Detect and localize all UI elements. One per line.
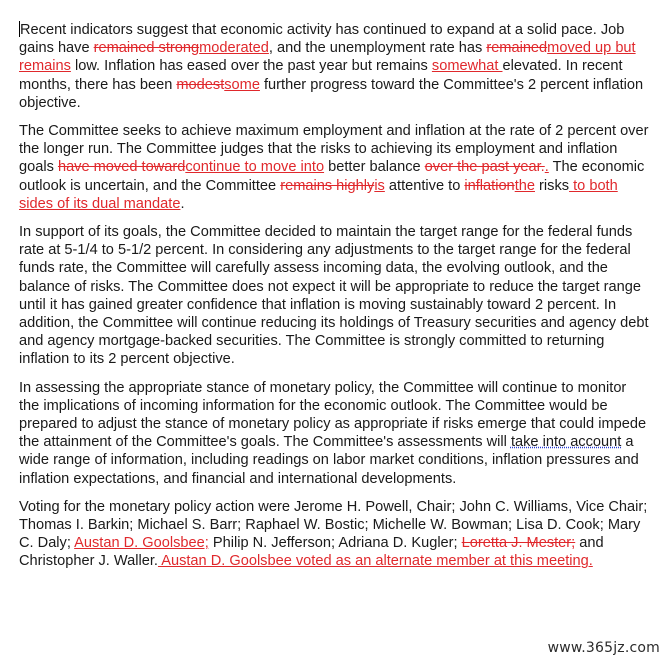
- inserted-text: Austan D. Goolsbee;: [74, 535, 209, 552]
- text-run: further progress toward the Committee's 2 percent inflation objective.: [19, 76, 644, 111]
- deleted-text: remained: [486, 40, 548, 57]
- text-run: The economic outlook is uncertain, and the Committee: [19, 159, 645, 194]
- paragraph: [19, 498, 649, 571]
- document-body[interactable]: [19, 21, 649, 581]
- paragraph-content: [19, 380, 646, 487]
- grammar-flagged-text: take into account: [510, 434, 622, 451]
- text-run: Voting for the monetary policy action were Jerome H. Powell, Chair; John C. Williams, Vice Chair; Thomas I. Barkin; Michael S. Barr; Raphael W. Bostic; Michelle W. Bowman; Lisa D. Cook; Mary C. Daly;: [19, 498, 648, 552]
- text-run: and Christopher J. Waller.: [19, 535, 604, 570]
- text-run: Recent indicators suggest that economic activity has continued to expand at a solid pace. Job gains have: [19, 22, 625, 57]
- paragraph-content: [19, 22, 643, 111]
- inserted-text: the: [514, 177, 535, 194]
- deleted-text: inflation: [464, 177, 515, 194]
- deleted-text: have moved toward: [57, 159, 186, 176]
- deleted-text: remains highly: [280, 177, 375, 194]
- text-run: Philip N. Jefferson; Adriana D. Kugler;: [208, 535, 462, 552]
- text-run: , and the unemployment rate has: [268, 40, 487, 57]
- paragraph: [19, 122, 649, 213]
- paragraph: [19, 379, 649, 488]
- inserted-text: continue to move into: [185, 159, 325, 176]
- text-run: In assessing the appropriate stance of monetary policy, the Committee will continue to monitor the implications of incoming information for the economic outlook. The Committee would be prepared to adjust the stance of monetary policy as appropriate if risks emerge that could impede the attainment of the Committee's goals. The Committee's assessments will: [19, 379, 647, 451]
- inserted-text: is: [374, 177, 385, 194]
- text-run: .: [180, 195, 185, 212]
- text-run: low. Inflation has eased over the past year but remains: [70, 58, 432, 75]
- inserted-text: to both sides of its dual mandate: [19, 177, 618, 212]
- paragraph-content: [19, 499, 647, 570]
- paragraph-content: [19, 224, 649, 367]
- text-run: elevated. In recent months, there has been: [19, 58, 623, 93]
- paragraph: [19, 223, 649, 369]
- text-run: risks: [534, 177, 570, 194]
- deleted-text: modest: [176, 76, 225, 93]
- inserted-text: Austan D. Goolsbee voted as an alternate member at this meeting.: [157, 553, 593, 570]
- paragraph-content: [19, 123, 648, 212]
- deleted-text: Loretta J. Mester;: [461, 535, 576, 552]
- paragraph: [19, 21, 649, 112]
- text-run: In support of its goals, the Committee decided to maintain the target range for the federal funds rate at 5-1/4 to 5-1/2 percent. In considering any adjustments to the target range for the federal funds rate, the Committee will carefully assess incoming data, the evolving outlook, and the balance of risks. The Committee does not expect it will be appropriate to reduce the target range until it has gained greater confidence that inflation is moving sustainably toward 2 percent. In addition, the Committee will continue reducing its holdings of Treasury securities and agency debt and agency mortgage-backed securities. The Committee is strongly committed to returning inflation to its 2 percent objective.: [19, 224, 649, 368]
- text-run: attentive to: [384, 177, 465, 194]
- text-run: better balance: [324, 159, 425, 176]
- inserted-text: .: [544, 159, 549, 176]
- deleted-text: remained strong: [93, 40, 200, 57]
- text-run: a wide range of information, including readings on labor market conditions, inflation pressures and inflation expectations, and financial and international developments.: [19, 434, 639, 487]
- watermark: www.365jz.com: [547, 640, 660, 656]
- text-run: The Committee seeks to achieve maximum employment and inflation at the rate of 2 percent over the longer run. The Committee judges that the risks to achieving its employment and inflation goals: [19, 123, 649, 176]
- deleted-text: over the past year.: [424, 159, 545, 176]
- inserted-text: some: [224, 76, 260, 93]
- inserted-text: moderated: [199, 40, 269, 57]
- inserted-text: moved up but remains: [19, 40, 636, 75]
- inserted-text: somewhat: [431, 58, 503, 75]
